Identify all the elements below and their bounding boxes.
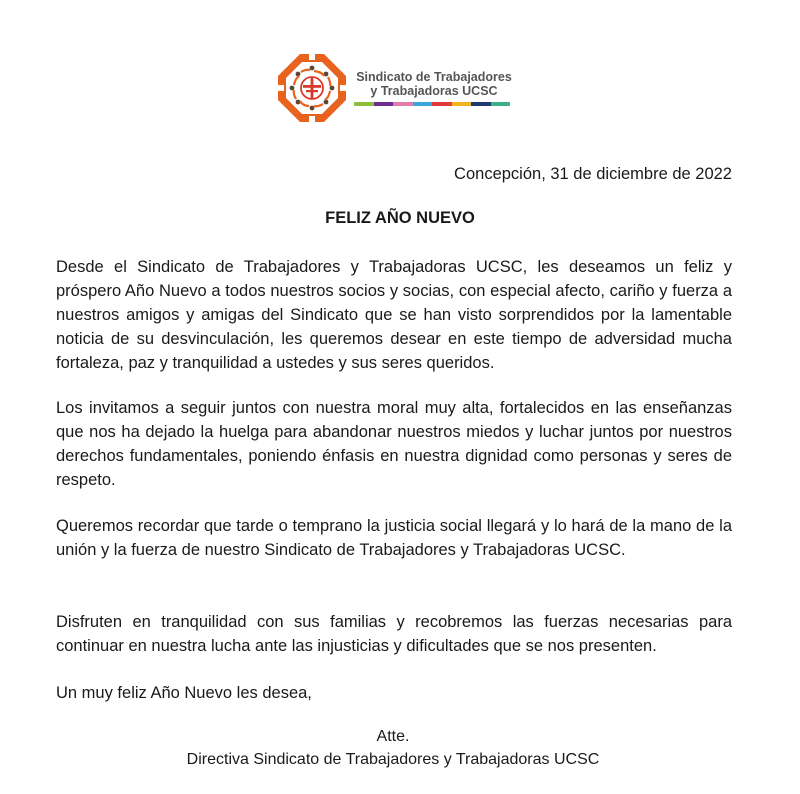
stripe-segment (452, 102, 472, 106)
paragraph-2: Los invitamos a seguir juntos con nuestra moral muy alta, fortalecidos en las enseñanzas que nos ha dejado la huelga para abandonar nuestros miedos y luchar juntos por nuestros derechos fundamentales, poniendo énfasis en nuestra dignidad como personas y seres de respeto. (56, 399, 732, 489)
closing-line: Un muy feliz Año Nuevo les desea, (56, 684, 312, 702)
stripe-segment (432, 102, 452, 106)
union-name-line1: Sindicato de Trabajadores (356, 70, 512, 84)
stripe-segment (354, 102, 374, 106)
color-stripe (354, 102, 510, 106)
atte-label: Atte. (376, 728, 410, 745)
stripe-segment (413, 102, 433, 106)
paragraph-4: Disfruten en tranquilidad con sus familias y recobremos las fuerzas necesarias para continuar en nuestra lucha ante las injusticias y dificultades que se nos presenten. (56, 613, 732, 655)
paragraph-1: Desde el Sindicato de Trabajadores y Trabajadoras UCSC, les deseamos un feliz y próspero Año Nuevo a todos nuestros socios y socias, con especial afecto, cariño y fuerza a nuestros amigos y amigas del Sindicato que se han visto sorprendidos por la lamentable noticia de su desvinculación, les queremos desear en este tiempo de adversidad mucha fortaleza, paz y tranquilidad a ustedes y sus seres queridos. (56, 258, 732, 372)
stripe-segment (491, 102, 511, 106)
stripe-segment (471, 102, 491, 106)
stripe-segment (393, 102, 413, 106)
paragraph-3: Queremos recordar que tarde o temprano la justicia social llegará y lo hará de la mano de la unión y la fuerza de nuestro Sindicato de Trabajadores y Trabajadoras UCSC. (56, 517, 732, 559)
union-seal-icon (276, 52, 348, 124)
stripe-segment (374, 102, 394, 106)
letter-date: Concepción, 31 de diciembre de 2022 (454, 165, 732, 183)
signature-line: Directiva Sindicato de Trabajadores y Trabajadoras UCSC (186, 751, 600, 768)
union-logo (276, 52, 516, 124)
union-name (354, 70, 514, 98)
union-name-line2: y Trabajadoras UCSC (370, 84, 498, 98)
letter-title: FELIZ AÑO NUEVO (325, 209, 475, 227)
